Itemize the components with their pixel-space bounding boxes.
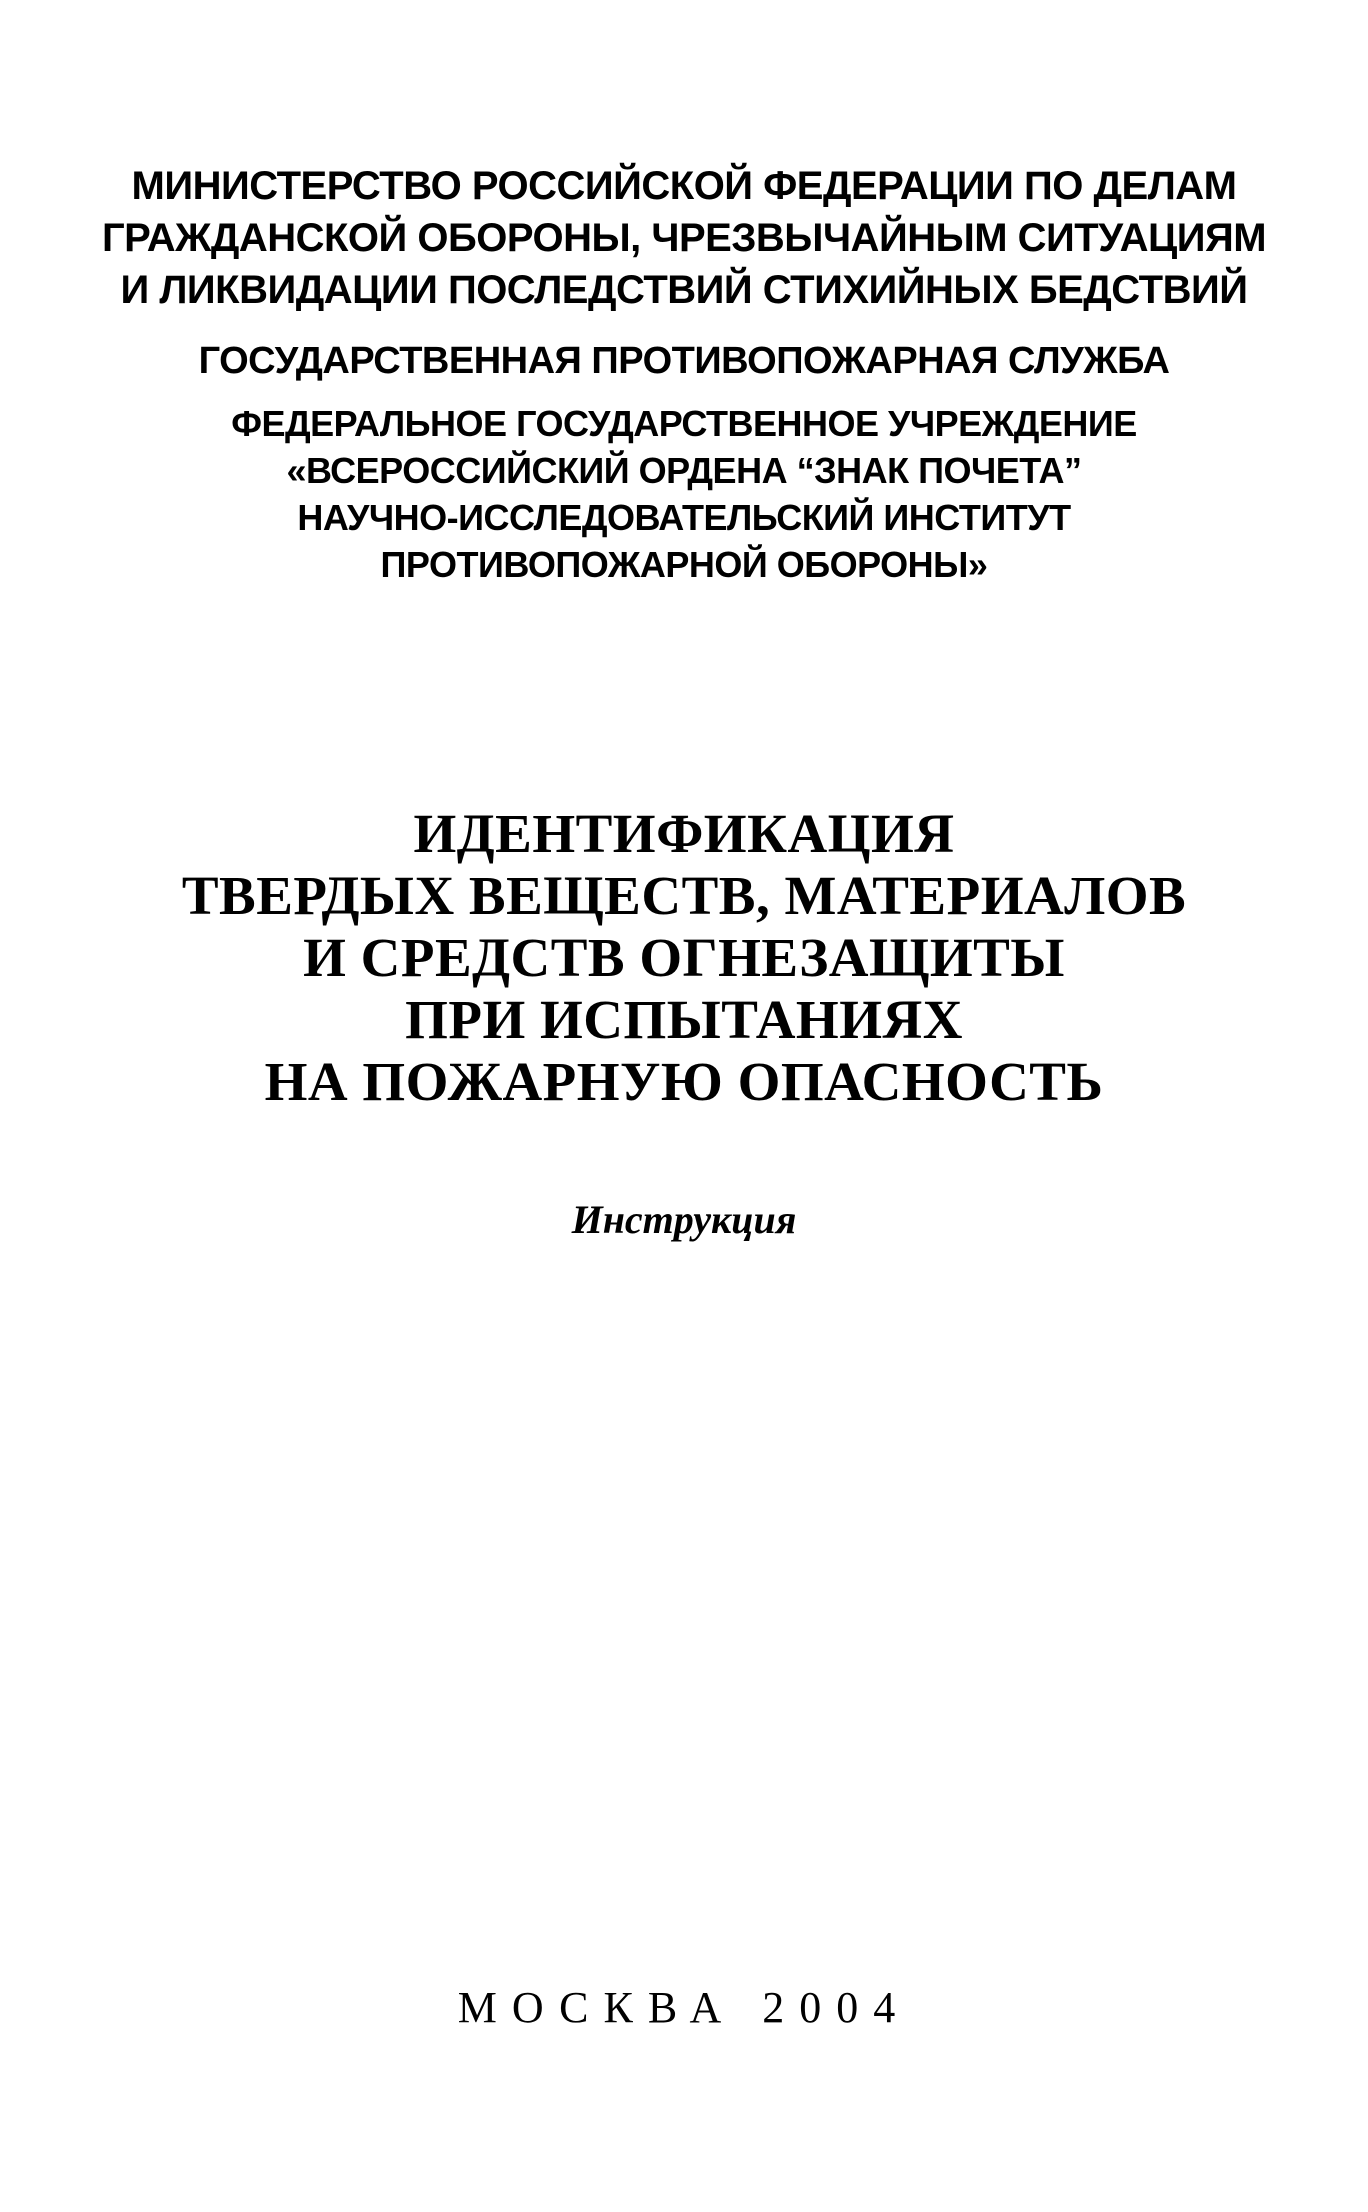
title-line-5: НА ПОЖАРНУЮ ОПАСНОСТЬ xyxy=(264,1051,1104,1112)
imprint xyxy=(0,1982,1368,2034)
institute-line-2: «ВСЕРОССИЙСКИЙ ОРДЕНА “ЗНАК ПОЧЕТА” xyxy=(286,450,1082,491)
ministry-line-3: И ЛИКВИДАЦИИ ПОСЛЕДСТВИЙ СТИХИЙНЫХ БЕДСТВИЙ xyxy=(120,268,1248,312)
service-name: ГОСУДАРСТВЕННАЯ ПРОТИВОПОЖАРНАЯ СЛУЖБА xyxy=(198,340,1170,382)
title-line-1: ИДЕНТИФИКАЦИЯ xyxy=(413,803,955,864)
institute-line-3: НАУЧНО-ИССЛЕДОВАТЕЛЬСКИЙ ИНСТИТУТ xyxy=(297,497,1071,538)
institute-line-4: ПРОТИВОПОЖАРНОЙ ОБОРОНЫ» xyxy=(380,544,988,585)
title-line-4: ПРИ ИСПЫТАНИЯХ xyxy=(405,989,963,1050)
document-type: Инструкция xyxy=(571,1197,797,1242)
imprint-year: 2004 xyxy=(762,1983,911,2032)
document-title xyxy=(0,803,1368,1113)
ministry-name xyxy=(0,160,1368,316)
ministry-line-2: ГРАЖДАНСКОЙ ОБОРОНЫ, ЧРЕЗВЫЧАЙНЫМ СИТУАЦИЯМ xyxy=(101,216,1267,260)
ministry-line-1: МИНИСТЕРСТВО РОССИЙСКОЙ ФЕДЕРАЦИИ ПО ДЕЛАМ xyxy=(131,164,1237,208)
institute-name xyxy=(0,400,1368,588)
title-line-2: ТВЕРДЫХ ВЕЩЕСТВ, МАТЕРИАЛОВ xyxy=(181,865,1187,926)
title-line-3: И СРЕДСТВ ОГНЕЗАЩИТЫ xyxy=(303,927,1065,988)
institute-line-1: ФЕДЕРАЛЬНОЕ ГОСУДАРСТВЕННОЕ УЧРЕЖДЕНИЕ xyxy=(231,403,1137,444)
imprint-city: МОСКВА xyxy=(457,1983,737,2032)
